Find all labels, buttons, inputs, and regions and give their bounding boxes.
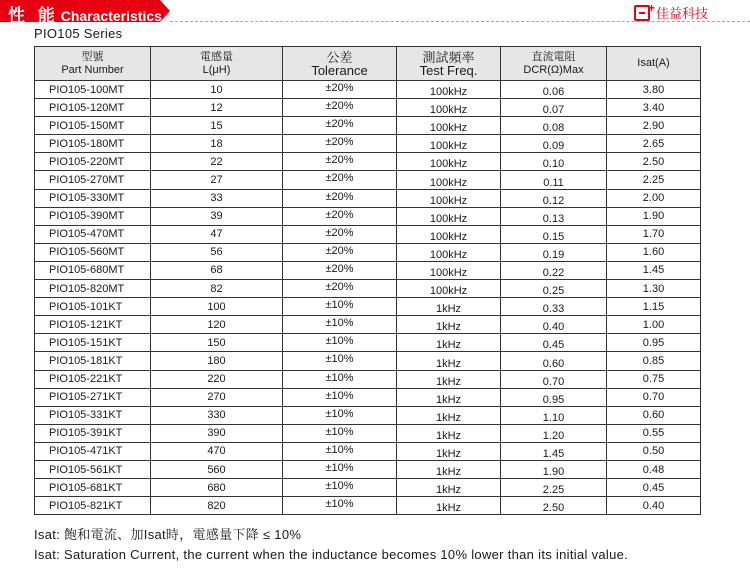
test-freq-cell: 1kHz: [397, 352, 501, 370]
isat-cell: 0.45: [607, 479, 701, 497]
tolerance-cell: ±10%: [283, 316, 397, 334]
tolerance-cell: ±10%: [283, 460, 397, 478]
table-row: [35, 135, 701, 153]
dcr-cell: 0.15: [501, 225, 607, 243]
dcr-cell: 0.25: [501, 280, 607, 298]
part-number-cell: PIO105-180MT: [35, 135, 151, 153]
section-header: [0, 0, 750, 24]
part-number-cell: PIO105-221KT: [35, 370, 151, 388]
isat-cell: 0.85: [607, 352, 701, 370]
test-freq-cell: 100kHz: [397, 225, 501, 243]
inductance-cell: 82: [151, 280, 283, 298]
test-freq-cell: 1kHz: [397, 479, 501, 497]
part-number-cell: PIO105-121KT: [35, 316, 151, 334]
inductance-cell: 56: [151, 243, 283, 261]
tolerance-cell: ±10%: [283, 370, 397, 388]
part-number-cell: PIO105-821KT: [35, 497, 151, 515]
part-number-cell: PIO105-101KT: [35, 298, 151, 316]
tolerance-cell: ±10%: [283, 424, 397, 442]
table-row: [35, 442, 701, 460]
inductance-cell: 180: [151, 352, 283, 370]
column-header: 電感量 L(μH): [151, 47, 283, 81]
tolerance-cell: ±20%: [283, 225, 397, 243]
inductance-cell: 22: [151, 153, 283, 171]
part-number-cell: PIO105-331KT: [35, 406, 151, 424]
tolerance-cell: ±20%: [283, 99, 397, 117]
dcr-cell: 0.13: [501, 207, 607, 225]
column-header: 公差 Tolerance: [283, 47, 397, 81]
part-number-cell: PIO105-391KT: [35, 424, 151, 442]
dcr-cell: 0.06: [501, 81, 607, 99]
isat-cell: 1.45: [607, 261, 701, 279]
test-freq-cell: 100kHz: [397, 243, 501, 261]
isat-cell: 1.15: [607, 298, 701, 316]
isat-cell: 1.70: [607, 225, 701, 243]
part-number-cell: PIO105-680MT: [35, 261, 151, 279]
tolerance-cell: ±20%: [283, 189, 397, 207]
table-row: [35, 171, 701, 189]
tolerance-cell: ±20%: [283, 207, 397, 225]
inductance-cell: 560: [151, 460, 283, 478]
part-number-cell: PIO105-330MT: [35, 189, 151, 207]
table-header-row: [35, 47, 701, 81]
test-freq-cell: 100kHz: [397, 171, 501, 189]
dcr-cell: 0.12: [501, 189, 607, 207]
part-number-cell: PIO105-181KT: [35, 352, 151, 370]
test-freq-cell: 100kHz: [397, 81, 501, 99]
table-row: [35, 298, 701, 316]
table-row: [35, 460, 701, 478]
test-freq-cell: 1kHz: [397, 298, 501, 316]
table-row: [35, 479, 701, 497]
part-number-cell: PIO105-561KT: [35, 460, 151, 478]
table-row: [35, 207, 701, 225]
tolerance-cell: ±10%: [283, 497, 397, 515]
table-row: [35, 334, 701, 352]
column-header: 型號 Part Number: [35, 47, 151, 81]
part-number-cell: PIO105-270MT: [35, 171, 151, 189]
tolerance-cell: ±20%: [283, 153, 397, 171]
characteristics-table: [34, 46, 701, 515]
section-title-cn: 性 能: [8, 6, 59, 25]
table-row: [35, 81, 701, 99]
column-header: Isat(A): [607, 47, 701, 81]
tolerance-cell: ±20%: [283, 171, 397, 189]
isat-cell: 0.55: [607, 424, 701, 442]
isat-cell: 3.80: [607, 81, 701, 99]
dcr-cell: 0.22: [501, 261, 607, 279]
test-freq-cell: 100kHz: [397, 135, 501, 153]
isat-cell: 0.75: [607, 370, 701, 388]
test-freq-cell: 1kHz: [397, 370, 501, 388]
isat-cell: 3.40: [607, 99, 701, 117]
inductance-cell: 150: [151, 334, 283, 352]
test-freq-cell: 1kHz: [397, 406, 501, 424]
part-number-cell: PIO105-471KT: [35, 442, 151, 460]
dcr-cell: 0.70: [501, 370, 607, 388]
inductance-cell: 18: [151, 135, 283, 153]
part-number-cell: PIO105-390MT: [35, 207, 151, 225]
table-row: [35, 406, 701, 424]
brand-name: 佳益科技: [655, 6, 708, 21]
column-header: 直流電阻 DCR(Ω)Max: [501, 47, 607, 81]
dcr-cell: 0.08: [501, 117, 607, 135]
dcr-cell: 0.33: [501, 298, 607, 316]
isat-cell: 2.65: [607, 135, 701, 153]
inductance-cell: 120: [151, 316, 283, 334]
section-title-en: Characteristics: [60, 8, 162, 24]
test-freq-cell: 100kHz: [397, 117, 501, 135]
part-number-cell: PIO105-271KT: [35, 388, 151, 406]
inductance-cell: 10: [151, 81, 283, 99]
isat-cell: 0.60: [607, 406, 701, 424]
table-row: [35, 388, 701, 406]
table-row: [35, 225, 701, 243]
part-number-cell: PIO105-220MT: [35, 153, 151, 171]
inductance-cell: 100: [151, 298, 283, 316]
isat-cell: 1.60: [607, 243, 701, 261]
table-row: [35, 316, 701, 334]
table-row: [35, 370, 701, 388]
part-number-cell: PIO105-100MT: [35, 81, 151, 99]
dcr-cell: 0.40: [501, 316, 607, 334]
inductance-cell: 330: [151, 406, 283, 424]
isat-cell: 2.90: [607, 117, 701, 135]
isat-cell: 2.25: [607, 171, 701, 189]
part-number-cell: PIO105-560MT: [35, 243, 151, 261]
test-freq-cell: 100kHz: [397, 99, 501, 117]
table-row: [35, 424, 701, 442]
test-freq-cell: 1kHz: [397, 424, 501, 442]
tolerance-cell: ±10%: [283, 352, 397, 370]
table-row: [35, 497, 701, 515]
table-row: [35, 153, 701, 171]
test-freq-cell: 1kHz: [397, 460, 501, 478]
test-freq-cell: 1kHz: [397, 388, 501, 406]
isat-cell: 0.50: [607, 442, 701, 460]
tolerance-cell: ±10%: [283, 479, 397, 497]
note-en: Isat: Saturation Current, the current when the inductance becomes 10% lower than its initial value.: [34, 547, 629, 562]
table-row: [35, 99, 701, 117]
dcr-cell: 2.25: [501, 479, 607, 497]
isat-cell: 2.00: [607, 189, 701, 207]
isat-cell: 1.30: [607, 280, 701, 298]
note-cn: Isat: 飽和電流、加Isat時，電感量下降 ≤ 10%: [34, 527, 302, 542]
series-title: PIO105 Series: [34, 26, 123, 41]
inductance-cell: 33: [151, 189, 283, 207]
test-freq-cell: 1kHz: [397, 334, 501, 352]
tolerance-cell: ±20%: [283, 117, 397, 135]
test-freq-cell: 1kHz: [397, 316, 501, 334]
table-row: [35, 261, 701, 279]
tolerance-cell: ±10%: [283, 298, 397, 316]
table-row: [35, 189, 701, 207]
inductance-cell: 220: [151, 370, 283, 388]
dcr-cell: 1.10: [501, 406, 607, 424]
part-number-cell: PIO105-120MT: [35, 99, 151, 117]
inductance-cell: 27: [151, 171, 283, 189]
dcr-cell: 1.90: [501, 460, 607, 478]
isat-cell: 0.40: [607, 497, 701, 515]
tolerance-cell: ±20%: [283, 243, 397, 261]
dcr-cell: 0.45: [501, 334, 607, 352]
tolerance-cell: ±10%: [283, 388, 397, 406]
isat-cell: 0.48: [607, 460, 701, 478]
dcr-cell: 0.11: [501, 171, 607, 189]
test-freq-cell: 100kHz: [397, 280, 501, 298]
tolerance-cell: ±20%: [283, 280, 397, 298]
inductance-cell: 820: [151, 497, 283, 515]
table-row: [35, 117, 701, 135]
dcr-cell: 1.20: [501, 424, 607, 442]
tolerance-cell: ±10%: [283, 334, 397, 352]
isat-cell: 2.50: [607, 153, 701, 171]
test-freq-cell: 1kHz: [397, 497, 501, 515]
test-freq-cell: 1kHz: [397, 442, 501, 460]
tolerance-cell: ±20%: [283, 261, 397, 279]
test-freq-cell: 100kHz: [397, 189, 501, 207]
dcr-cell: 0.19: [501, 243, 607, 261]
dcr-cell: 0.95: [501, 388, 607, 406]
tolerance-cell: ±20%: [283, 81, 397, 99]
inductance-cell: 270: [151, 388, 283, 406]
dcr-cell: 2.50: [501, 497, 607, 515]
part-number-cell: PIO105-150MT: [35, 117, 151, 135]
inductance-cell: 390: [151, 424, 283, 442]
tolerance-cell: ±20%: [283, 135, 397, 153]
dcr-cell: 1.45: [501, 442, 607, 460]
inductance-cell: 470: [151, 442, 283, 460]
table-row: [35, 352, 701, 370]
test-freq-cell: 100kHz: [397, 153, 501, 171]
isat-cell: 1.90: [607, 207, 701, 225]
part-number-cell: PIO105-470MT: [35, 225, 151, 243]
dcr-cell: 0.60: [501, 352, 607, 370]
isat-cell: 1.00: [607, 316, 701, 334]
inductance-cell: 47: [151, 225, 283, 243]
dcr-cell: 0.10: [501, 153, 607, 171]
column-header: 測試頻率 Test Freq.: [397, 47, 501, 81]
test-freq-cell: 100kHz: [397, 261, 501, 279]
part-number-cell: PIO105-681KT: [35, 479, 151, 497]
isat-cell: 0.95: [607, 334, 701, 352]
table-row: [35, 243, 701, 261]
inductance-cell: 15: [151, 117, 283, 135]
inductance-cell: 68: [151, 261, 283, 279]
part-number-cell: PIO105-820MT: [35, 280, 151, 298]
inductance-cell: 39: [151, 207, 283, 225]
isat-cell: 0.70: [607, 388, 701, 406]
brand-icon: +: [634, 5, 650, 21]
tolerance-cell: ±10%: [283, 442, 397, 460]
part-number-cell: PIO105-151KT: [35, 334, 151, 352]
tolerance-cell: ±10%: [283, 406, 397, 424]
brand-logo: [634, 0, 708, 22]
test-freq-cell: 100kHz: [397, 207, 501, 225]
section-title: [8, 1, 162, 26]
inductance-cell: 12: [151, 99, 283, 117]
table-row: [35, 280, 701, 298]
dcr-cell: 0.07: [501, 99, 607, 117]
inductance-cell: 680: [151, 479, 283, 497]
dcr-cell: 0.09: [501, 135, 607, 153]
